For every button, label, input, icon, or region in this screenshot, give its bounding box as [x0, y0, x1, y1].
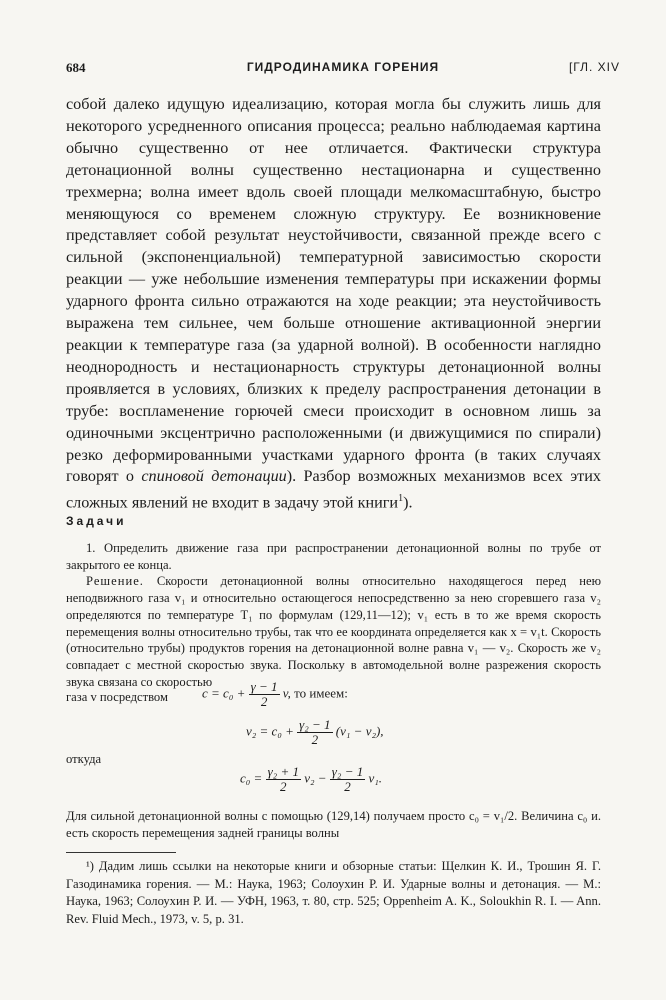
after-equations — [66, 808, 601, 841]
eq3-denominator-1: 2 — [280, 779, 287, 794]
chapter-label: [ГЛ. XIV — [568, 60, 620, 74]
equation-1 — [202, 680, 348, 709]
footnote-text: ¹) Дадим лишь ссылки на некоторые книги и обзорные статьи: Щелкин К. И., Трошин Я. Г. Газодинамика горения. — М.: Наука, 1963; Солоухин Р. И. Ударные волны и детонация. — М.: Наука, 1963; Солоухин Р. И. — УФН, 1963, т. 80, стр. 525; Oppenheim A. K., Soloukhin R. I. — Ann. Rev. Fluid Mech., 1973, v. 5, p. 31. — [66, 859, 601, 926]
eq2-denominator: 2 — [311, 732, 319, 747]
main-paragraph — [66, 94, 601, 515]
eq3-lhs: c₀ = — [240, 770, 263, 786]
equation-2 — [246, 718, 384, 747]
eq2-fraction — [297, 718, 332, 747]
eq2-rhs: (v₁ − v₂), — [335, 723, 384, 739]
eq1-lhs: c = c₀ + — [202, 685, 246, 701]
solution-label: Решение. — [86, 574, 144, 589]
eq3-mid: v₂ − — [304, 770, 327, 786]
footnote — [66, 858, 601, 928]
problem-statement: 1. Определить движение газа при распространении детонационной волны по трубе от закрытого ее конца. — [66, 541, 601, 572]
eq1-numerator: γ − 1 — [250, 679, 278, 694]
eq1-rhs: v, — [282, 685, 291, 701]
eq2-lhs: v₂ = c₀ + — [246, 723, 294, 739]
footnote-rule — [66, 852, 176, 853]
after-text: Для сильной детонационной волны с помощью (129,14) получаем просто c₀ = v₁/2. Величина c₀ и. есть скорость перемещения задней границы волны — [66, 809, 601, 840]
eq3-numerator-1: γ₂ + 1 — [267, 764, 299, 779]
main-text-italic: спиновой детонации — [141, 467, 287, 486]
whence-text: откуда — [66, 752, 102, 766]
eq3-numerator-2: γ₂ − 1 — [331, 764, 364, 779]
eq3-fraction-1 — [266, 765, 301, 794]
page-header — [66, 60, 620, 82]
running-title: ГИДРОДИНАМИКА ГОРЕНИЯ — [246, 60, 440, 74]
eq3-fraction-2 — [330, 765, 365, 794]
main-text-tail: ). — [403, 493, 413, 512]
equation-3 — [240, 765, 382, 794]
eq1-denominator: 2 — [260, 694, 268, 709]
eq3-denominator-2: 2 — [344, 779, 351, 794]
solution-text: Скорости детонационной волны относительно находящегося перед нею неподвижного газа v₁ и относительно остающегося непосредственно за нею сгоревшего газа v₂ определяются по температуре T₁ по формулам (129,11—12); v₁ есть в то же время скорость перемещения волны относительно трубы, так что ее координата определяется как x = v₁t. Скорость (относительно трубы) продуктов горения на детонационной волне равна v₁ — v₂. Скорость же v₂ совпадает с местной скоростью звука. Поскольку в автомодельной волне разрежения скорость звука связана со скоростью — [66, 574, 601, 689]
footnote-marker: 1 — [398, 493, 404, 505]
eq1-tail: то имеем: — [294, 685, 348, 701]
main-text-end: ). Разбор возможных механизмов всех этих сложных явлений не входит в задачу этой книги — [66, 467, 602, 512]
eq1-fraction — [249, 680, 280, 709]
problem-block — [66, 540, 601, 690]
page-number: 684 — [66, 60, 86, 75]
eq2-numerator: γ₂ − 1 — [299, 717, 331, 732]
eq3-rhs: v₁. — [368, 770, 383, 786]
section-title: Задачи — [66, 514, 127, 528]
main-text: собой далеко идущую идеализацию, которая могла бы служить лишь для некоторого усредненного описания процесса; реально наблюдаемая картина обычно существенно от нее отличается. Фактически структура детонационной волны существенно нестационарна и существенно трехмерна; волна имеет вдоль своей площади мелкомасштабную, быстро меняющуюся со временем сложную структуру. Ее возникновение представляет собой результат неустойчивости, связанной прежде всего с сильной (экспоненциальной) температурной зависимостью скорости реакции — уже небольшие изменения температуры при искажении формы ударного фронта сильно отражаются на ходе реакции; эта неустойчивость выражена тем сильнее, чем больше отношение активационной энергии реакции к температуре газа (за ударной волной). В особенности наглядно неоднородность и нестационарность структуры детонационной волны проявляется в условиях, близких к пределу распространения детонации в трубе: воспламенение горючей смеси происходит в основном лишь за одиночными эксцентрично расположенными (и движущимися по спирали) резко деформированными участками ударного фронта (в таких случаях говорят о — [66, 95, 601, 486]
gas-v-text: газа v посредством — [66, 690, 168, 704]
